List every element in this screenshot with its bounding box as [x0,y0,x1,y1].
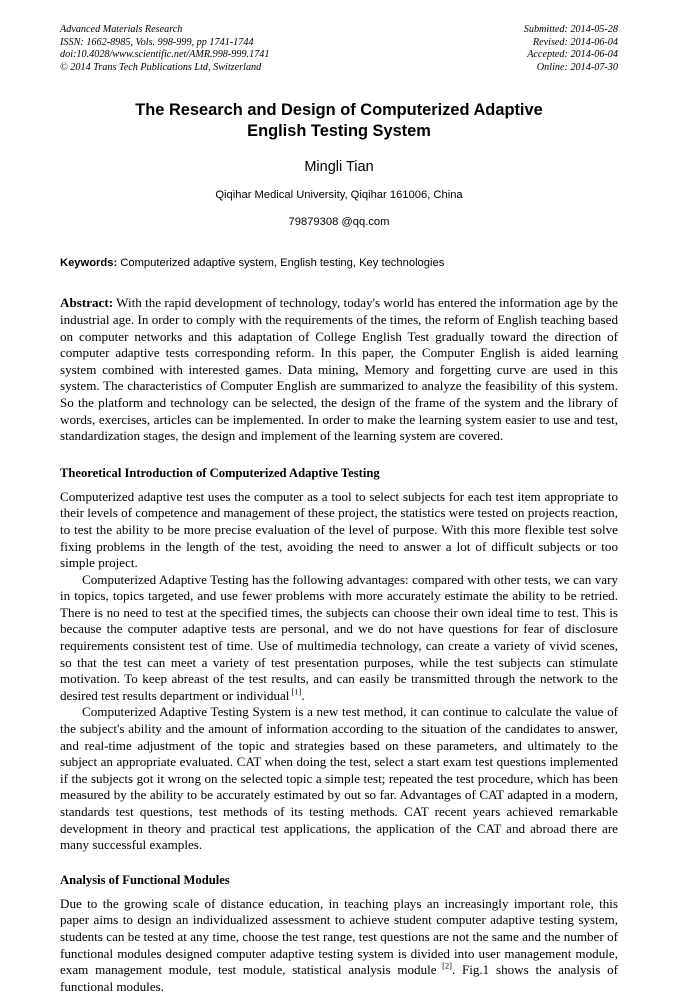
keywords-line [60,256,618,271]
journal-header-left [60,24,269,74]
body-paragraph [60,704,618,853]
online-date: Online: 2014-07-30 [536,61,618,73]
paragraph-text: Computerized adaptive test uses the computer as a tool to select subjects for each test item appropriate to their levels of competence and management of these project, the statistics were tested on projects reaction, to test the ability to be more precise evaluation of the level of purpose. With this more flexible test solve fixing problems in the length of the test, avoiding the need to answer a lot of difficult subjects or too simple project. [60,488,618,571]
body-paragraph [60,572,618,705]
journal-header-right [524,24,618,74]
journal-name: Advanced Materials Research [60,24,183,35]
paragraph-tail-text: . Fig.1 shows the analysis of functional modules. [60,962,619,994]
paragraph-text: Computerized Adaptive Testing has the following advantages: compared with other tests, we can vary in topics, topics targeted, and use fewer problems with more accurately estimate the ability to be retried. There is no need to test at the specified times, the subjects can choose their own ideal time to test. This is because the computer adaptive tests are personal, and we do not have questions for fear of disclosure requirements consistent test of time. Use of multimedia technology, can create a variety of vivid scenes, so that the test can meet a variety of test presentation purposes, while the test subjects can stimulate motivation. To keep abreast of the test results, and can easily be transmitted through the network to the desired test results department or individual [60,571,618,703]
section-block [60,872,618,995]
body-paragraph [60,896,618,995]
author-email: 79879308 @qq.com [288,216,390,229]
page-title: The Research and Design of Computerized Adaptive English Testing System [135,101,543,141]
accepted-date: Accepted: 2014-06-04 [527,49,618,61]
author-affiliation: Qiqihar Medical University, Qiqihar 161006, China [215,189,463,202]
revised-date: Revised: 2014-06-04 [532,36,618,48]
section-block [60,465,618,854]
journal-doi-line: doi:10.4028/www.scientific.net/AMR.998-999.1741 [60,49,270,61]
abstract-text: With the rapid development of technology, today's world has entered the information age by the industrial age. In order to comply with the requirements of the times, the reform of English teaching based on computer networks and this adaptation of College English Test gradually toward the direction of computer adaptive tests corresponding reform. In this paper, the Computer English is aided learning system combined with interested games. Data mining, Memory and forgetting curve are used in this system. The characteristics of Computer English are summarized to analyze the feasibility of this system. So the platform and technology can be selected, the design of the frame of the system and the library of words, exercises, articles can be implemented. In order to make the learning system easier to use and test, standardization stages, the design and implement of the learning system are covered. [60,295,618,444]
author-name: Mingli Tian [304,159,374,176]
citation-reference[interactable]: [1] [289,687,302,697]
keywords-label: Keywords: [60,257,118,270]
paragraph-text: Due to the growing scale of distance education, in teaching plays an increasingly important role, this paper aims to design an individualized assessment to achieve student computer adaptive testing system, students can be tested at any time, choose the test range, test questions are not the same and the number of functional modules designed computer adaptive testing system is divided into user management module, exam management module, test module, statistical analysis module [60,895,618,978]
abstract-block [60,295,618,444]
paragraph-tail-text: . [301,687,305,703]
section-heading: Analysis of Functional Modules [60,872,230,887]
sections-container [60,465,618,995]
journal-header [60,24,618,74]
abstract-label: Abstract: [60,295,114,311]
submitted-date: Submitted: 2014-05-28 [523,24,618,35]
journal-issn-line: ISSN: 1662-8985, Vols. 998-999, pp 1741-1744 [60,36,254,48]
body-paragraph [60,489,618,572]
journal-copyright-line: © 2014 Trans Tech Publications Ltd, Switzerland [60,61,262,73]
section-heading: Theoretical Introduction of Computerized Adaptive Testing [60,465,380,480]
keywords-value: Computerized adaptive system, English testing, Key technologies [120,257,445,270]
paragraph-text: Computerized Adaptive Testing System is a new test method, it can continue to calculate the value of the subject's ability and the amount of information according to the situation of the candidates to answer, and real-time adjustment of the topic and strategies based on these parameters, and ultimately to the subject an appropriate evaluated. CAT when doing the test, select a start exam test questions implemented if the subjects got it wrong on the selected topic a simple test; repeated the test procedure, which has been measured by the ability to be accurately estimated by out so far. Advantages of CAT adapted in a modern, standards test questions, test methods of its testing methods. CAT recent years achieved remarkable development in theory and practical test applications, the application of the CAT and abroad there are many successful examples. [60,704,618,853]
citation-reference[interactable]: [2] [436,961,452,971]
